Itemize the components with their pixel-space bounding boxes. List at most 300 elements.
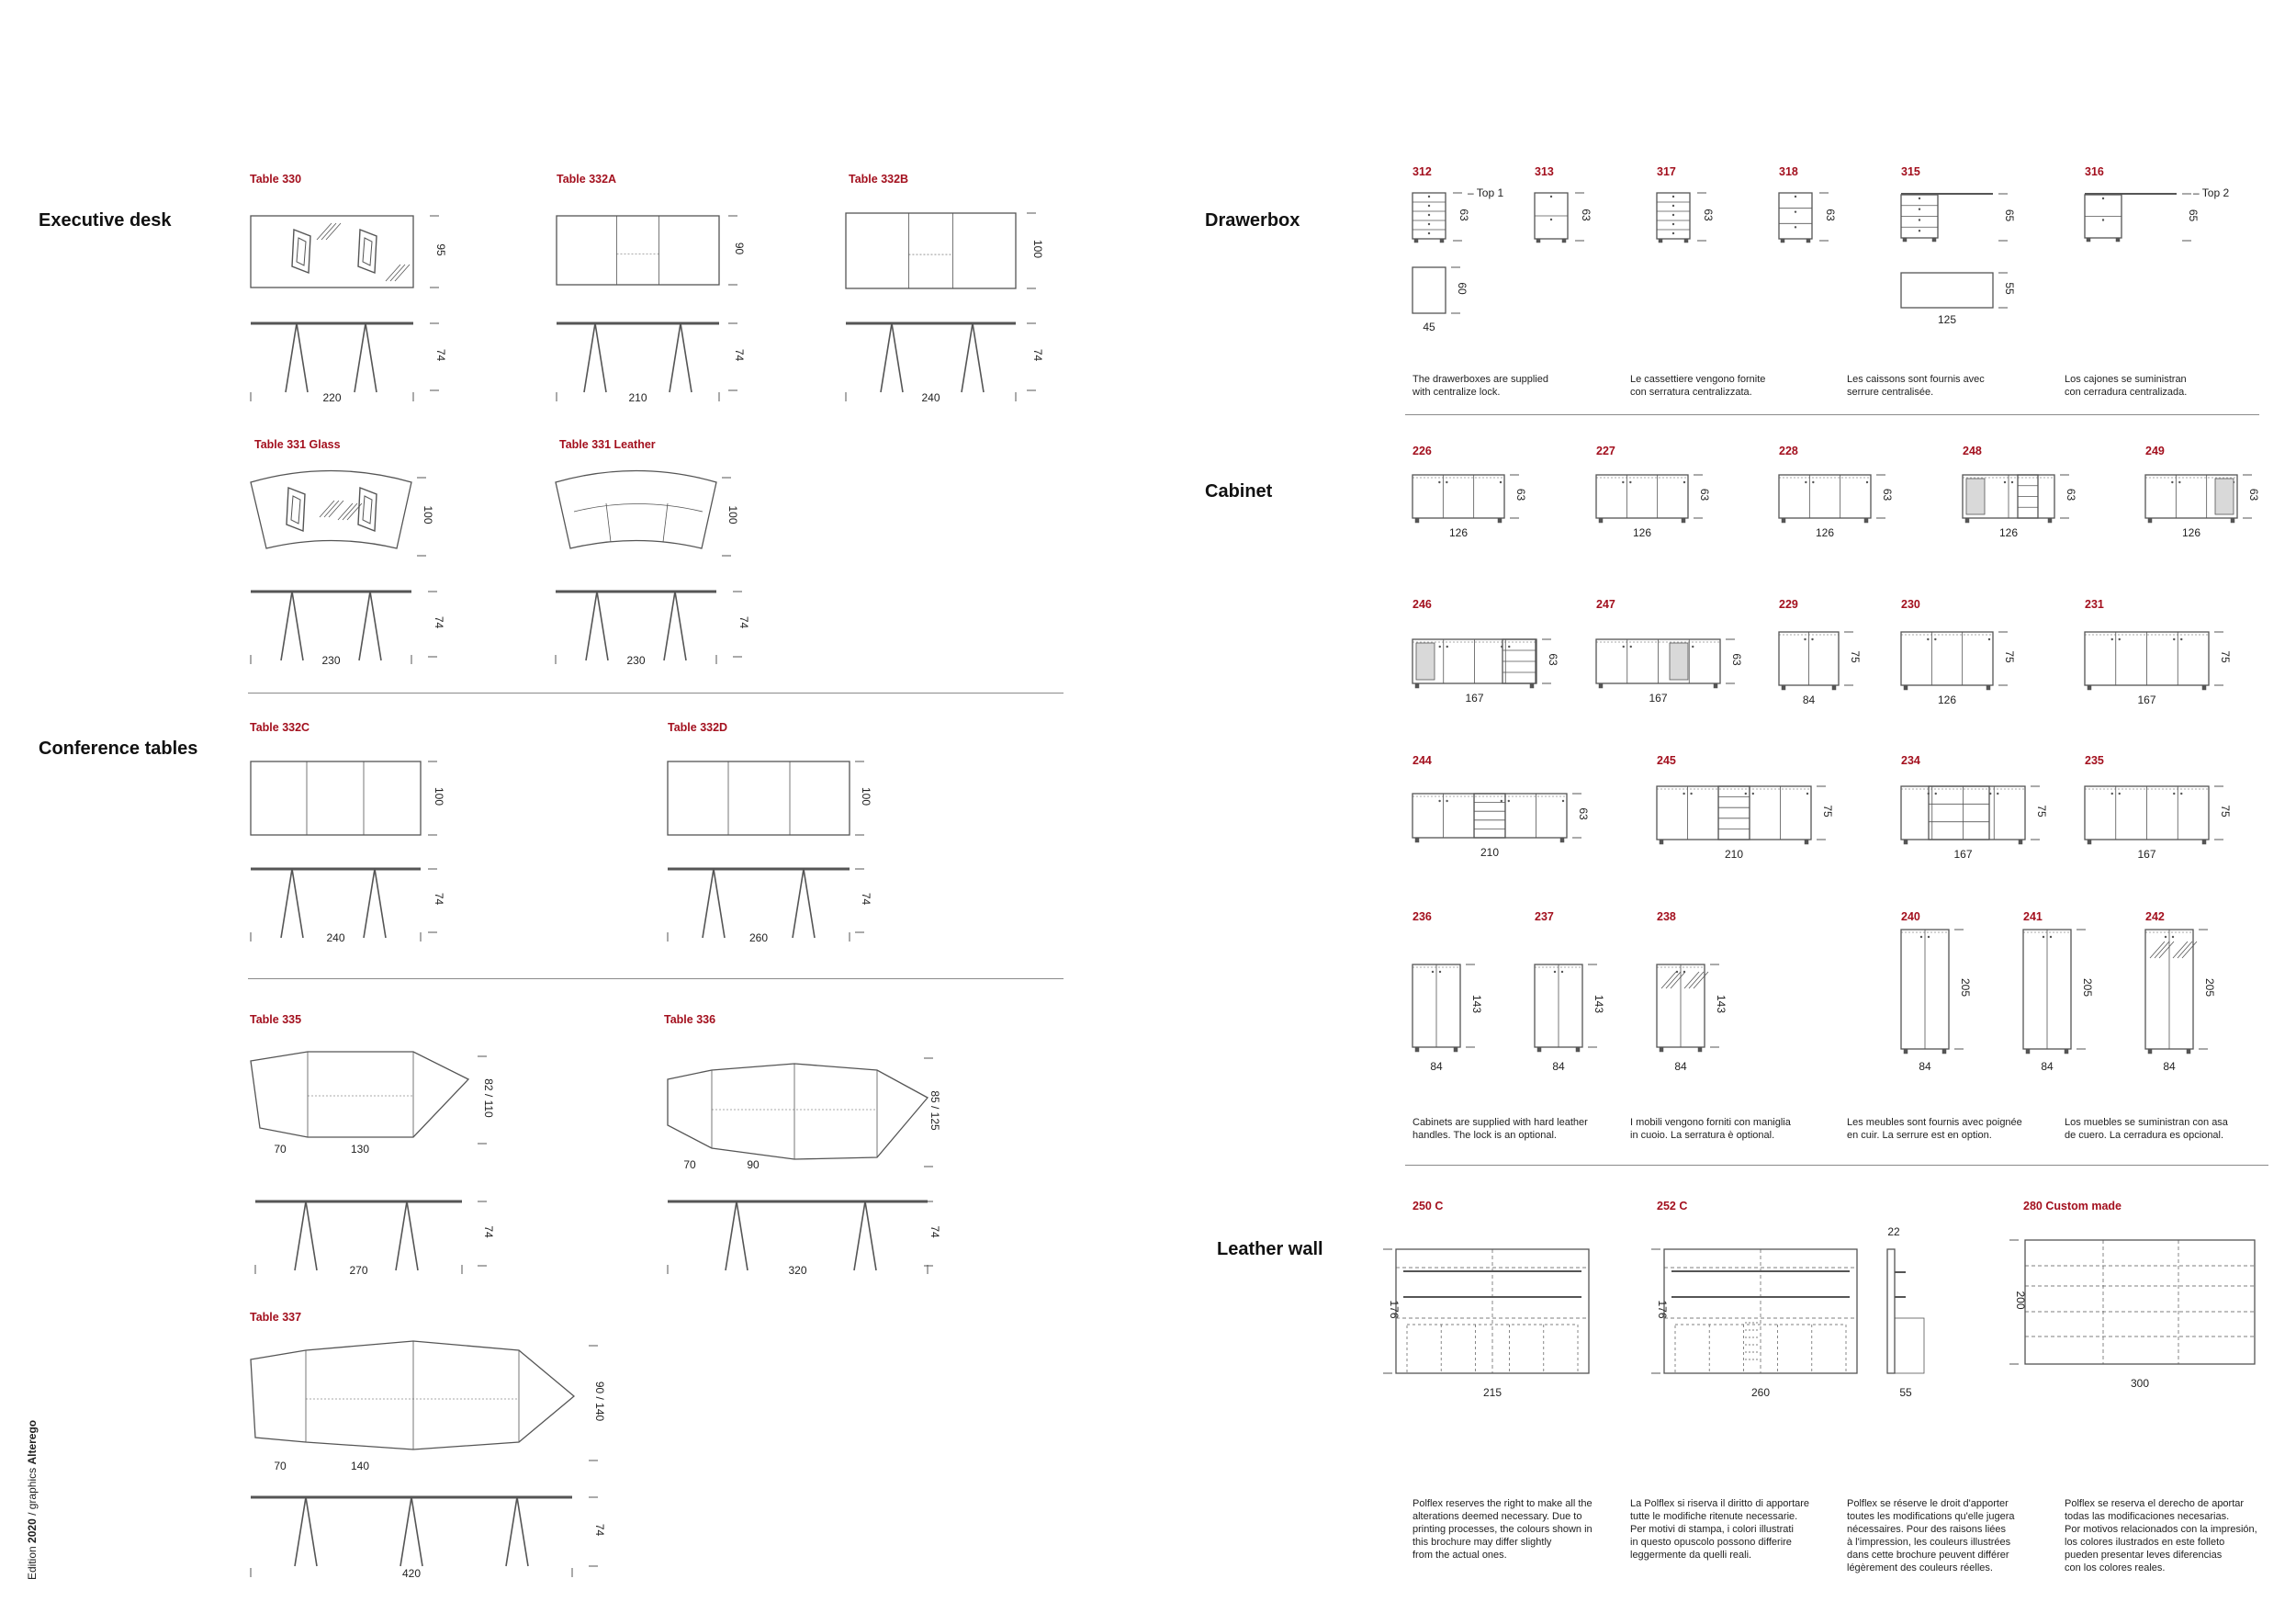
cabinet-foot	[1415, 838, 1419, 842]
drawerbox-plan	[1901, 273, 1993, 308]
door-handle	[1554, 971, 1556, 973]
dimension-label: 84	[1552, 1060, 1565, 1073]
dimension-label: 60	[1456, 282, 1469, 295]
glass-reflection	[390, 265, 405, 281]
cabinet-code: 237	[1535, 910, 1554, 923]
dimension-label: 63	[1702, 209, 1715, 221]
glass-reflection	[320, 501, 334, 517]
table-leg	[881, 323, 892, 392]
door-handle	[1438, 481, 1440, 483]
drawer-handle	[1428, 205, 1430, 207]
dimension-label: 167	[2137, 848, 2156, 861]
caster	[1903, 238, 1907, 242]
drawer-handle	[1919, 209, 1920, 210]
table-code: Table 332A	[557, 173, 617, 186]
table-leg	[295, 1201, 306, 1270]
glass-reflection	[1694, 972, 1708, 988]
glass-pad	[358, 230, 377, 273]
table-seam	[663, 503, 668, 542]
drawer-handle	[2102, 197, 2104, 199]
table-code: Table 332B	[849, 173, 909, 186]
dimension-label: 75	[2219, 650, 2232, 663]
table-leg	[295, 1497, 306, 1566]
dimension-label: 126	[1448, 526, 1469, 539]
cabinet-code: 238	[1657, 910, 1676, 923]
cabinet-foot	[2202, 840, 2206, 844]
glass-reflection	[386, 265, 400, 281]
door-handle	[1692, 646, 1694, 648]
door-handle	[1446, 646, 1448, 648]
glass-reflection	[347, 503, 362, 520]
cabinet-foot	[1782, 685, 1785, 690]
drawer-handle	[1919, 230, 1920, 231]
dimension-label: 75	[2219, 805, 2232, 818]
dimension-label: 63	[1577, 807, 1590, 820]
door-handle	[2180, 793, 2182, 795]
dimension-label: 240	[326, 931, 345, 944]
door-handle	[1446, 800, 1447, 802]
dimension-label: 63	[1824, 209, 1837, 221]
glass-reflection	[324, 501, 339, 517]
table-leg	[306, 1497, 317, 1566]
cabinet-code: 229	[1779, 598, 1798, 611]
cabinet-code: 247	[1596, 598, 1615, 611]
glass-reflection	[1689, 972, 1704, 988]
door-handle	[1630, 646, 1632, 648]
drawer-stack	[1929, 786, 1989, 840]
dimension-label: 210	[628, 391, 647, 404]
cabinet-code: 228	[1779, 445, 1798, 457]
door-handle	[1676, 971, 1678, 973]
dimension-label: 74	[434, 348, 447, 362]
table-seam	[606, 503, 611, 542]
table-leg	[396, 1201, 407, 1270]
dimension-label: 22	[1887, 1225, 1900, 1238]
door-handle	[1623, 646, 1625, 648]
drawerbox-code: 318	[1779, 165, 1798, 178]
edition-year: 2020	[26, 1518, 39, 1543]
dimension-label: 167	[1649, 692, 1668, 705]
dimension-label: 63	[1698, 488, 1711, 502]
door-handle	[2119, 638, 2121, 640]
open-compartment	[1416, 643, 1435, 680]
disclaimer-it: La Polflex si riserva il diritto di apportare tutte le modifiche ritenute necessarie. Per motivi di stampa, i colori illustrati in questo opuscolo possono differire leggermente da quelli reali.	[1630, 1498, 1810, 1561]
table-leg	[407, 1201, 418, 1270]
dimension-label: 205	[2081, 977, 2094, 998]
table-leg	[973, 323, 984, 392]
table-code: Table 332D	[668, 721, 728, 734]
dimension-label: 143	[1593, 994, 1605, 1014]
drawer-handle	[1795, 196, 1796, 197]
glass-reflection	[2178, 942, 2192, 958]
dimension-label: 74	[482, 1225, 495, 1238]
dimension-label: 126	[1937, 694, 1957, 706]
dimension-label: 143	[1470, 994, 1483, 1014]
dimension-label: 210	[1480, 846, 1500, 859]
edition-label: Edition	[26, 1546, 39, 1580]
section-title-leather-wall: Leather wall	[1217, 1239, 1323, 1259]
glass-reflection	[2173, 942, 2188, 958]
dimension-label: 167	[2137, 694, 2156, 706]
door-handle	[1446, 481, 1447, 483]
dimension-label: 63	[1730, 653, 1743, 666]
dimension-label: 130	[350, 1143, 370, 1156]
door-handle	[2173, 638, 2175, 640]
table-leg	[281, 592, 292, 660]
drawerbox-note-it: Le cassettiere vengono fornite con serratura centralizzata.	[1630, 374, 1766, 398]
door-handle	[1866, 481, 1868, 483]
door-handle	[1562, 800, 1564, 802]
caster	[1684, 239, 1688, 242]
dimension-label: 65	[2003, 209, 2016, 222]
leather-wall-outline	[2025, 1240, 2255, 1364]
table-leg	[892, 323, 903, 392]
table-leg	[793, 869, 804, 938]
glass-reflection	[321, 223, 336, 240]
drawer-handle	[1672, 223, 1674, 225]
edition-studio: Alterego	[26, 1419, 39, 1465]
cabinet-foot	[2231, 518, 2234, 523]
cabinet-code: 230	[1901, 598, 1920, 611]
dimension-label: 63	[2247, 488, 2260, 502]
table-leg	[411, 1497, 422, 1566]
cabinet-code: 246	[1412, 598, 1432, 611]
door-handle	[1804, 638, 1806, 640]
dimension-label: 70	[274, 1143, 287, 1156]
cabinet-note-es: Los muebles se suministran con asa de cuero. La cerradura es opcional.	[2065, 1117, 2228, 1141]
dimension-label: 63	[1458, 209, 1470, 221]
cabinet-foot	[1537, 1047, 1541, 1052]
dimension-label: 75	[1821, 805, 1834, 818]
drawer-handle	[1428, 232, 1430, 234]
cabinet-outline	[1657, 786, 1811, 840]
drawerbox-code: 315	[1901, 165, 1920, 178]
door-handle	[1935, 793, 1937, 795]
table-top-outline	[668, 761, 850, 835]
dimension-label: 84	[2163, 1060, 2176, 1073]
cabinet-foot	[1864, 518, 1868, 523]
table-code: Table 336	[664, 1013, 716, 1026]
table-leg	[962, 323, 973, 392]
door-handle	[1927, 638, 1929, 640]
dimension-label: 260	[1750, 1386, 1771, 1399]
dimension-label: 90	[733, 242, 746, 255]
hexagonal-table-outline	[251, 1052, 468, 1137]
table-code: Table 331 Glass	[254, 438, 341, 451]
cabinet-outline	[1779, 475, 1871, 518]
glass-reflection	[1666, 972, 1681, 988]
caster	[2087, 238, 2090, 242]
table-leg	[364, 869, 375, 938]
door-handle	[2172, 936, 2174, 938]
drawer-handle	[1550, 219, 1552, 220]
cabinet-foot	[1599, 518, 1603, 523]
dimension-label: 320	[788, 1264, 807, 1277]
table-leg	[726, 1201, 737, 1270]
door-handle	[2111, 638, 2113, 640]
glass-reflection	[326, 223, 341, 240]
drawerbox-code: 313	[1535, 165, 1554, 178]
table-leg	[854, 1201, 865, 1270]
open-compartment	[1966, 479, 1985, 514]
cabinet-foot	[1832, 685, 1836, 690]
table-leg	[517, 1497, 528, 1566]
door-handle	[2050, 936, 2052, 938]
dimension-label: 100	[422, 505, 434, 524]
cabinet-foot	[1714, 683, 1717, 688]
caster	[1440, 239, 1444, 242]
caster	[1414, 239, 1418, 242]
dimension-label: 63	[1580, 209, 1593, 221]
glass-pad	[358, 488, 377, 531]
table-code: Table 330	[250, 173, 302, 186]
table-code: Table 335	[250, 1013, 302, 1026]
cabinet-foot	[1530, 683, 1534, 688]
door-handle	[1988, 638, 1990, 640]
cabinet-foot	[1904, 840, 1908, 844]
cabinet-code: 245	[1657, 754, 1676, 767]
table-leg	[375, 869, 386, 938]
drawerbox-code: 316	[2085, 165, 2104, 178]
cabinet-foot	[2026, 1049, 2030, 1054]
dimension-label: 215	[1482, 1386, 1503, 1399]
cabinet-foot	[2065, 1049, 2068, 1054]
table-leg	[681, 323, 692, 392]
caster	[1806, 239, 1810, 242]
dimension-label: 63	[2065, 488, 2077, 502]
dimension-label: 75	[1849, 650, 1862, 663]
cabinet-foot	[2148, 518, 2152, 523]
table-leg	[292, 592, 303, 660]
cabinet-outline	[1412, 475, 1504, 518]
glass-reflection	[2182, 942, 2197, 958]
table-leg	[595, 323, 606, 392]
drawer-handle	[1672, 205, 1674, 207]
table-leg	[714, 869, 725, 938]
cabinet-code: 236	[1412, 910, 1432, 923]
cabinet-foot	[1660, 1047, 1663, 1052]
cabinet-note-en: Cabinets are supplied with hard leather handles. The lock is an optional.	[1412, 1117, 1588, 1141]
glass-pad	[297, 238, 306, 265]
dimension-label: 74	[593, 1523, 606, 1537]
table-leg	[865, 1201, 876, 1270]
section-title-conference-tables: Conference tables	[39, 739, 198, 759]
dimension-label: 205	[2203, 977, 2216, 998]
cabinet-code: 235	[2085, 754, 2104, 767]
door-handle	[1811, 638, 1813, 640]
edition-graphics: / graphics	[26, 1467, 39, 1516]
dimension-label: 200	[2014, 1291, 2027, 1310]
door-handle	[1997, 793, 1998, 795]
caster	[1781, 239, 1784, 242]
dimension-label: 270	[349, 1264, 368, 1277]
door-handle	[2180, 638, 2182, 640]
door-handle	[2004, 481, 2006, 483]
disclaimer-es: Polflex se reserva el derecho de aportar todas las modificaciones necesarias. Por motivos relacionados con la impresión, los colores ilustrados en este folleto pueden presentar leves diferencias con los colores reales.	[2065, 1498, 2257, 1573]
glass-pad	[287, 488, 305, 531]
dimension-label: 126	[2181, 526, 2201, 539]
dimension-label: 167	[1953, 848, 1973, 861]
table-leg	[370, 592, 381, 660]
leather-wall-code: 252 C	[1657, 1200, 1688, 1212]
table-leg	[281, 869, 292, 938]
table-leg	[804, 869, 815, 938]
table-leg	[506, 1497, 517, 1566]
dimension-label: 75	[2035, 805, 2048, 818]
dimension-label: 74	[929, 1225, 941, 1238]
caster	[1659, 239, 1662, 242]
open-compartment	[2215, 479, 2234, 514]
caster	[1536, 239, 1540, 242]
open-compartment	[1670, 643, 1688, 680]
cabinet-foot	[2088, 840, 2091, 844]
cabinet-foot	[2088, 685, 2091, 690]
dimension-label: 240	[921, 391, 940, 404]
cabinet-foot	[1498, 518, 1502, 523]
cabinet-note-it: I mobili vengono forniti con maniglia in cuoio. La serratura è optional.	[1630, 1117, 1791, 1141]
table-leg	[359, 592, 370, 660]
cabinet-foot	[1965, 518, 1969, 523]
caster	[1932, 238, 1936, 242]
cabinet-foot	[1599, 683, 1603, 688]
cabinet-foot	[1986, 685, 1990, 690]
dimension-label: 85 / 125	[929, 1090, 941, 1131]
dimension-label: 70	[274, 1460, 287, 1472]
table-top-outline	[251, 216, 413, 288]
dimension-label: 70	[683, 1158, 696, 1171]
dimension-label: 210	[1724, 848, 1744, 861]
dimension-label: 84	[1919, 1060, 1931, 1073]
table-code: Table 332C	[250, 721, 310, 734]
cabinet-foot	[2148, 1049, 2152, 1054]
section-title-cabinet: Cabinet	[1205, 481, 1273, 502]
door-handle	[2011, 481, 2013, 483]
cabinet-foot	[1904, 1049, 1908, 1054]
cabinet-foot	[1415, 683, 1419, 688]
drawer-handle	[1795, 226, 1796, 228]
dimension-label: 84	[1430, 1060, 1443, 1073]
section-title-drawerbox: Drawerbox	[1205, 210, 1300, 231]
cabinet-outline	[1901, 632, 1993, 685]
door-handle	[1934, 638, 1936, 640]
door-handle	[1683, 793, 1684, 795]
lower-cabinet	[1895, 1318, 1924, 1373]
dimension-label: 95	[434, 243, 447, 256]
dimension-label: 90	[747, 1158, 760, 1171]
dimension-label: 300	[2130, 1377, 2150, 1390]
table-top-outline	[557, 216, 719, 285]
table-leg	[366, 323, 377, 392]
table-leg	[737, 1201, 748, 1270]
glass-pad	[363, 496, 372, 524]
dimension-label: 143	[1715, 994, 1728, 1014]
hexagonal-table-outline	[251, 1341, 574, 1449]
cabinet-foot	[1942, 1049, 1946, 1054]
dimension-label: 74	[1031, 348, 1044, 362]
glass-reflection	[338, 503, 353, 520]
dimension-label: 205	[1959, 977, 1972, 998]
dimension-label: 63	[1547, 653, 1559, 666]
leather-wall-code: 250 C	[1412, 1200, 1444, 1212]
dimension-label: 126	[1632, 526, 1652, 539]
cabinet-note-fr: Les meubles sont fournis avec poignée en cuir. La serrure est en option.	[1847, 1117, 2022, 1141]
table-leg	[586, 592, 597, 660]
glass-reflection	[2155, 942, 2169, 958]
dimension-label: 100	[433, 786, 445, 806]
drawer-handle	[1428, 214, 1430, 216]
dimension-label: 126	[1815, 526, 1835, 539]
glass-reflection	[1671, 972, 1685, 988]
table-leg	[664, 592, 675, 660]
drawerbox-note-en: The drawerboxes are supplied with centralize lock.	[1412, 374, 1548, 398]
glass-reflection	[2159, 942, 2174, 958]
drawerbox-note-fr: Les caissons sont fournis avec serrure centralisée.	[1847, 374, 1985, 398]
drawer-handle	[1919, 219, 1920, 220]
door-handle	[2111, 793, 2113, 795]
table-leg	[355, 323, 366, 392]
glass-reflection	[1684, 972, 1699, 988]
cabinet-foot	[1805, 840, 1808, 844]
cabinet-foot	[1454, 1047, 1458, 1052]
dimension-label: 84	[1674, 1060, 1687, 1073]
door-handle	[1928, 936, 1930, 938]
drawerbox-plan	[1412, 267, 1446, 313]
glass-reflection	[2150, 942, 2165, 958]
glass-pad	[291, 496, 300, 524]
dimension-label: 55	[2003, 282, 2016, 295]
dimension-label: 220	[322, 391, 342, 404]
door-handle	[1439, 646, 1441, 648]
dimension-label: 55	[1899, 1386, 1912, 1399]
dimension-label: 84	[1802, 694, 1816, 706]
cabinet-foot	[1415, 518, 1419, 523]
dimension-label: 63	[1881, 488, 1894, 502]
dimension-label: 125	[1937, 313, 1957, 326]
leather-wall-code: 280 Custom made	[2023, 1200, 2122, 1212]
table-code: Table 331 Leather	[559, 438, 656, 451]
door-handle	[2173, 793, 2175, 795]
glass-reflection	[329, 501, 343, 517]
drawer-handle	[1550, 196, 1552, 197]
drawer-handle	[2102, 219, 2104, 220]
cabinet-foot	[1904, 685, 1908, 690]
cabinet-foot	[1415, 1047, 1419, 1052]
dimension-label: 74	[733, 348, 746, 362]
cabinet-outline	[1412, 794, 1567, 838]
cabinet-code: 226	[1412, 445, 1432, 457]
dimension-label: 74	[860, 892, 872, 906]
door-handle	[2165, 936, 2167, 938]
table-leg	[400, 1497, 411, 1566]
glass-pad	[363, 238, 372, 265]
cabinet-foot	[1576, 1047, 1580, 1052]
dimension-label: 65	[2187, 209, 2200, 222]
drawer-handle	[1672, 196, 1674, 197]
dimension-label: 167	[1465, 692, 1484, 705]
door-handle	[1508, 800, 1510, 802]
table-leg	[597, 592, 608, 660]
dimension-label: 45	[1423, 321, 1435, 333]
dimension-label: 230	[626, 654, 646, 667]
door-handle	[1508, 646, 1510, 648]
drawer-handle	[1428, 196, 1430, 197]
door-handle	[1501, 800, 1503, 802]
dimension-label: 84	[2041, 1060, 2054, 1073]
table-top-outline	[251, 761, 421, 835]
door-handle	[1683, 481, 1685, 483]
cabinet-code: 249	[2145, 445, 2165, 457]
hexagonal-table-outline	[668, 1064, 928, 1159]
